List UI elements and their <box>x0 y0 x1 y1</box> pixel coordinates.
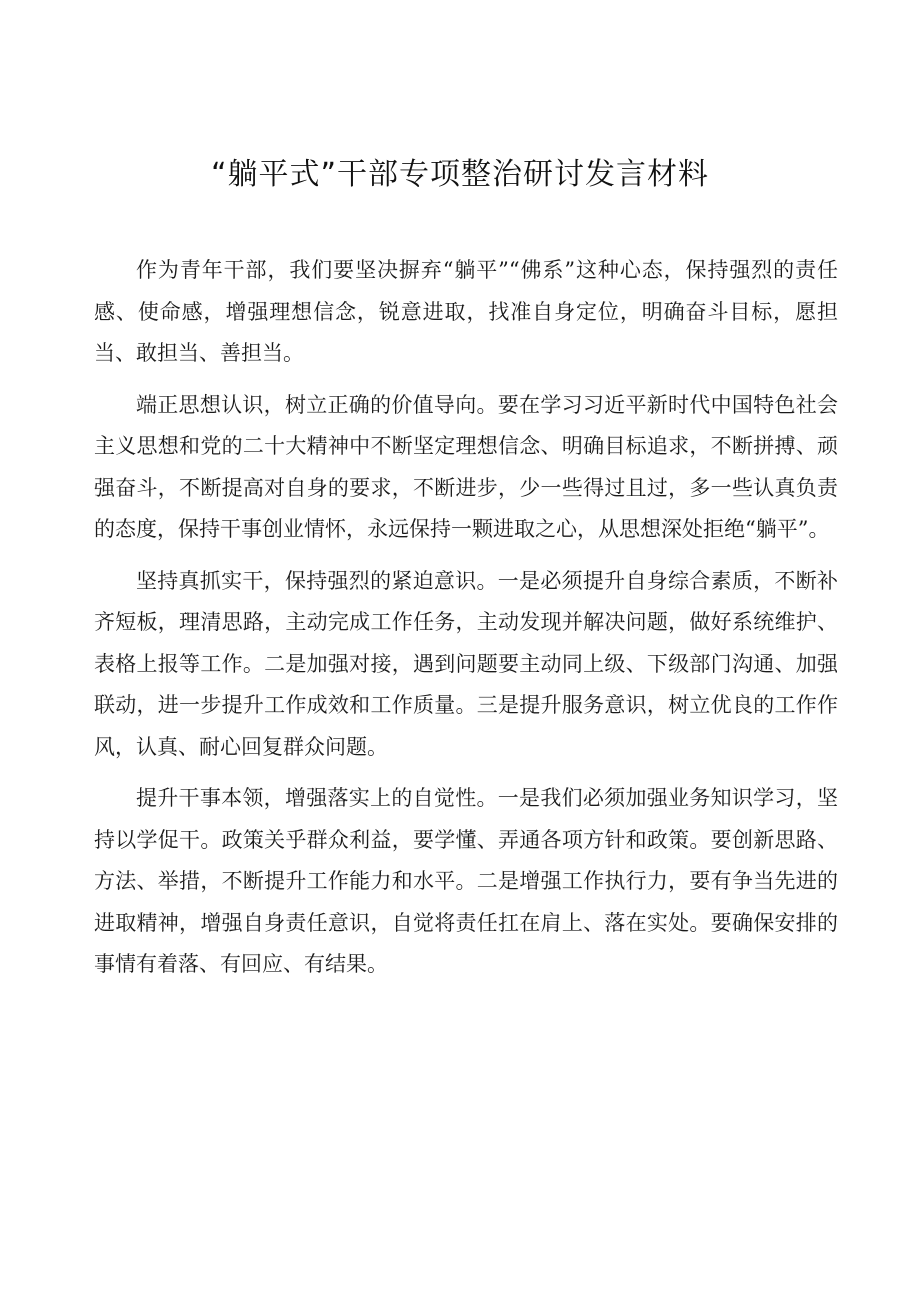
paragraph-action: 坚持真抓实干，保持强烈的紧迫意识。一是必须提升自身综合素质，不断补齐短板，理清思路，主动完成工作任务，主动发现并解决问题，做好系统维护、表格上报等工作。二是加强对接，遇到问题要主动同上级、下级部门沟通、加强联动，进一步提升工作成效和工作质量。三是提升服务意识，树立优良的工作作风，认真、耐心回复群众问题。 <box>94 568 838 759</box>
paragraph-intro: 作为青年干部，我们要坚决摒弃“躺平”“佛系”这种心态，保持强烈的责任感、使命感，增强理想信念，锐意进取，找准自身定位，明确奋斗目标，愿担当、敢担当、善担当。 <box>94 258 838 365</box>
document-body <box>94 250 838 996</box>
paragraph-thinking: 端正思想认识，树立正确的价值导向。要在学习习近平新时代中国特色社会主义思想和党的二十大精神中不断坚定理想信念、明确目标追求，不断拼搏、顽强奋斗，不断提高对自身的要求，不断进步，少一些得过且过，多一些认真负责的态度，保持干事创业情怀，永远保持一颗进取之心，从思想深处拒绝“躺平”。 <box>94 392 838 541</box>
document-title: “躺平式”干部专项整治研讨发言材料 <box>210 157 710 192</box>
paragraph-ability: 提升干事本领，增强落实上的自觉性。一是我们必须加强业务知识学习，坚持以学促干。政策关乎群众利益，要学懂、弄通各项方针和政策。要创新思路、方法、举措，不断提升工作能力和水平。二是增强工作执行力，要有争当先进的进取精神，增强自身责任意识，自觉将责任扛在肩上、落在实处。要确保安排的事情有着落、有回应、有结果。 <box>94 786 838 976</box>
